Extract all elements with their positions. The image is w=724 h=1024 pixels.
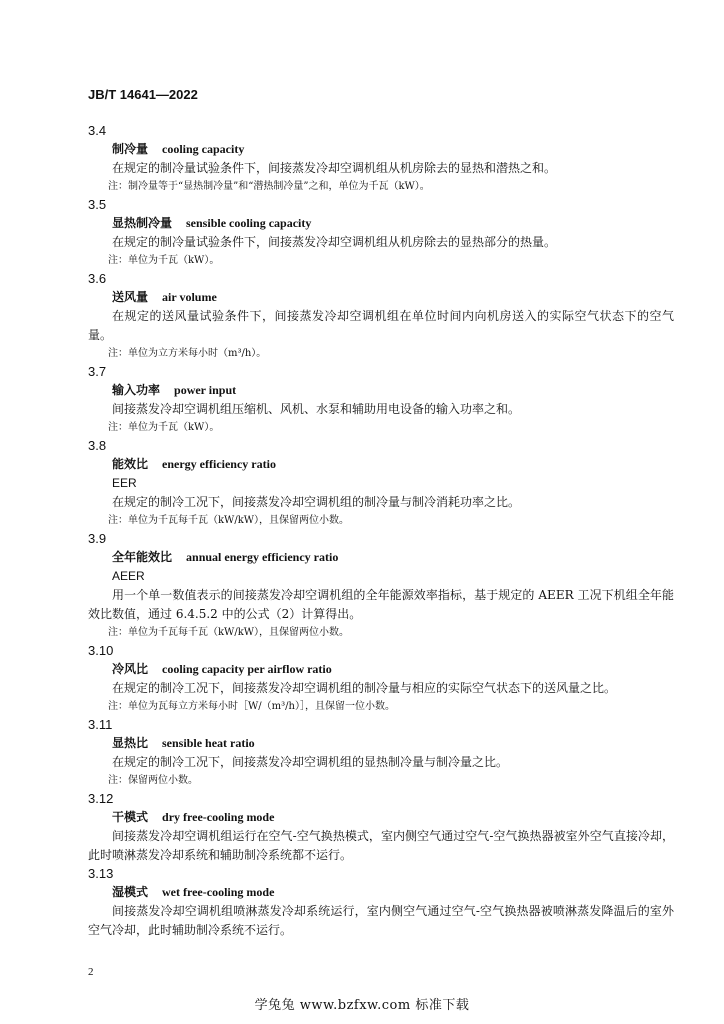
- term-english: annual energy efficiency ratio: [186, 550, 339, 564]
- term-chinese: 能效比: [112, 457, 149, 471]
- term-title: [88, 214, 674, 233]
- term-entry-3-8: [88, 437, 674, 530]
- term-chinese: 全年能效比: [112, 550, 173, 564]
- document-code-header: JB/T 14641—2022: [88, 87, 198, 102]
- term-title: [88, 455, 674, 474]
- term-english: dry free-cooling mode: [162, 810, 275, 824]
- term-abbreviation: AEER: [112, 569, 145, 583]
- page-number: 2: [88, 966, 94, 978]
- clause-number: 3.12: [88, 791, 114, 806]
- clause-number: 3.8: [88, 438, 107, 453]
- term-title: [88, 548, 674, 567]
- clause-number: 3.4: [88, 123, 107, 138]
- clause-number: 3.10: [88, 643, 114, 658]
- term-definition: 在规定的制冷量试验条件下，间接蒸发冷却空调机组从机房除去的显热和潜热之和。: [112, 161, 557, 175]
- clause-number: 3.5: [88, 197, 107, 212]
- term-entry-3-12: [88, 790, 674, 865]
- term-chinese: 制冷量: [112, 142, 149, 156]
- clause-number: 3.6: [88, 271, 107, 286]
- term-entry-3-11: [88, 716, 674, 790]
- term-english: sensible cooling capacity: [186, 216, 312, 230]
- term-chinese: 显热比: [112, 736, 149, 750]
- term-title: [88, 808, 674, 827]
- clause-number: 3.9: [88, 531, 107, 546]
- term-title: [88, 381, 674, 400]
- term-title: [88, 883, 674, 902]
- term-note: 注：保留两位小数。: [108, 775, 198, 786]
- term-english: wet free-cooling mode: [162, 885, 275, 899]
- term-english: air volume: [162, 290, 217, 304]
- term-note: 注：单位为千瓦每千瓦（kW/kW），且保留两位小数。: [108, 627, 350, 638]
- clause-number: 3.11: [88, 717, 113, 732]
- term-definition: 在规定的制冷量试验条件下，间接蒸发冷却空调机组从机房除去的显热部分的热量。: [112, 235, 557, 249]
- term-entry-3-6: [88, 270, 674, 363]
- term-title: [88, 288, 674, 307]
- term-entry-3-13: [88, 865, 674, 940]
- term-english: power input: [174, 383, 237, 397]
- term-chinese: 显热制冷量: [112, 216, 173, 230]
- term-entry-3-10: [88, 642, 674, 716]
- term-note: 注：单位为立方米每小时（m³/h）。: [108, 348, 267, 359]
- term-entry-3-5: [88, 196, 674, 270]
- term-note: 注：制冷量等于“显热制冷量”和“潜热制冷量”之和，单位为千瓦（kW）。: [108, 181, 430, 192]
- term-note: 注：单位为千瓦（kW）。: [108, 255, 220, 266]
- term-definition: 在规定的制冷工况下，间接蒸发冷却空调机组的制冷量与制冷消耗功率之比。: [112, 495, 521, 509]
- term-chinese: 输入功率: [112, 383, 161, 397]
- term-abbreviation: EER: [112, 476, 137, 490]
- term-definition: 在规定的送风量试验条件下，间接蒸发冷却空调机组在单位时间内向机房送入的实际空气状态下的空气量。: [88, 309, 674, 342]
- term-chinese: 干模式: [112, 810, 149, 824]
- term-definition: 在规定的制冷工况下，间接蒸发冷却空调机组的显热制冷量与制冷量之比。: [112, 755, 509, 769]
- term-note: 注：单位为千瓦每千瓦（kW/kW），且保留两位小数。: [108, 515, 350, 526]
- term-english: energy efficiency ratio: [162, 457, 276, 471]
- term-note: 注：单位为千瓦（kW）。: [108, 422, 220, 433]
- term-english: cooling capacity per airflow ratio: [162, 662, 332, 676]
- term-english: sensible heat ratio: [162, 736, 255, 750]
- terms-content: [88, 122, 674, 940]
- term-chinese: 冷风比: [112, 662, 149, 676]
- term-title: [88, 140, 674, 159]
- term-definition: 在规定的制冷工况下，间接蒸发冷却空调机组的制冷量与相应的实际空气状态下的送风量之比。: [112, 681, 617, 695]
- term-english: cooling capacity: [162, 142, 245, 156]
- term-definition: 间接蒸发冷却空调机组运行在空气-空气换热模式，室内侧空气通过空气-空气换热器被室外空气直接冷却，此时喷淋蒸发冷却系统和辅助制冷系统都不运行。: [88, 829, 674, 862]
- clause-number: 3.13: [88, 866, 114, 881]
- term-entry-3-4: [88, 122, 674, 196]
- term-definition: 间接蒸发冷却空调机组压缩机、风机、水泵和辅助用电设备的输入功率之和。: [112, 402, 521, 416]
- clause-number: 3.7: [88, 364, 107, 379]
- term-entry-3-7: [88, 363, 674, 437]
- term-entry-3-9: [88, 530, 674, 642]
- term-definition: 用一个单一数值表示的间接蒸发冷却空调机组的全年能源效率指标，基于规定的 AEER 工况下机组全年能效比数值，通过 6.4.5.2 中的公式（2）计算得出。: [88, 588, 674, 621]
- term-definition: 间接蒸发冷却空调机组喷淋蒸发冷却系统运行，室内侧空气通过空气-空气换热器被喷淋蒸发降温后的室外空气冷却，此时辅助制冷系统不运行。: [88, 904, 674, 937]
- term-note: 注：单位为瓦每立方米每小时［W/（m³/h）］，且保留一位小数。: [108, 701, 395, 712]
- footer-watermark: 学兔兔 www.bzfxw.com 标准下载: [254, 998, 470, 1013]
- term-chinese: 送风量: [112, 290, 149, 304]
- term-title: [88, 734, 674, 753]
- term-title: [88, 660, 674, 679]
- term-chinese: 湿模式: [112, 885, 149, 899]
